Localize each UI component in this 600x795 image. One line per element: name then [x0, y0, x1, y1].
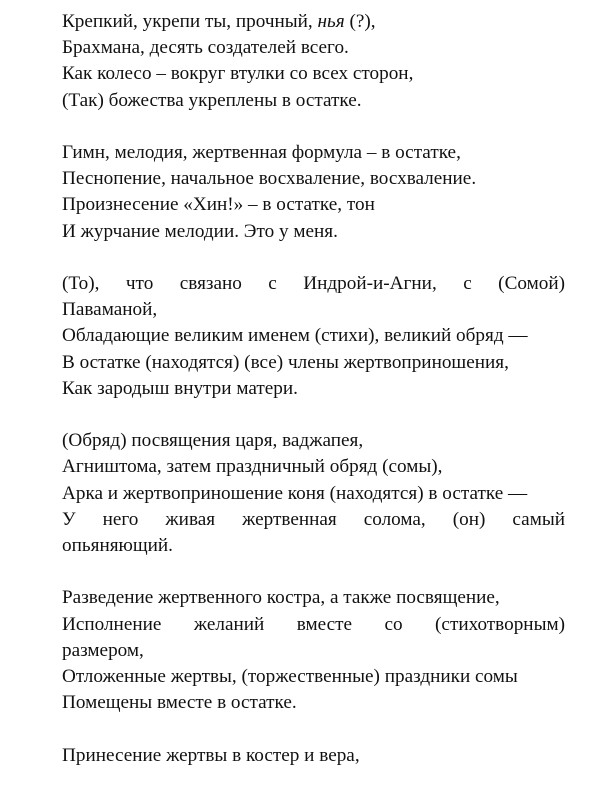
stanza-1 — [62, 9, 565, 114]
stanza-4-line-4: У него живая жертвенная солома, (он) самый — [62, 508, 565, 530]
stanza-1-line-4: (Так) божества укреплены в остатке. — [62, 89, 362, 111]
stanza-4-line-5: опьяняющий. — [62, 535, 173, 557]
stanza-3-line-2: Паваманой, — [62, 299, 158, 321]
stanza-3-line-3: Обладающие великим именем (стихи), великий обряд — — [62, 325, 528, 347]
stanza-4-line-2: Агништома, затем праздничный обряд (сомы), — [62, 456, 443, 478]
stanza-3 — [62, 271, 565, 402]
italic-word: нья — [317, 11, 345, 32]
document-page — [62, 9, 565, 795]
stanza-2-line-3: Произнесение «Хин!» – в остатке, тон — [62, 194, 375, 216]
stanza-5-line-4: Отложенные жертвы, (торжественные) праздники сомы — [62, 666, 518, 688]
stanza-3-line-1: (То), что связано с Индрой-и-Агни, с (Сомой) — [62, 273, 565, 294]
stanza-3-line-5: Как зародыш внутри матери. — [62, 377, 298, 399]
stanza-6 — [62, 743, 565, 769]
stanza-5-line-1: Разведение жертвенного костра, а также посвящение, — [62, 587, 500, 609]
stanza-5-line-5: Помещены вместе в остатке. — [62, 692, 297, 714]
stanza-4-line-3: Арка и жертвоприношение коня (находятся) в остатке — — [62, 482, 528, 504]
stanza-3-line-4: В остатке (находятся) (все) члены жертвоприношения, — [62, 351, 509, 373]
stanza-5-line-2: Исполнение желаний вместе со (стихотворным) — [62, 613, 565, 635]
stanza-4-line-1: (Обряд) посвящения царя, ваджапея, — [62, 430, 364, 452]
stanza-5 — [62, 585, 565, 716]
stanza-2-line-2: Песнопение, начальное восхваление, восхваление. — [62, 168, 477, 190]
stanza-2 — [62, 140, 565, 245]
stanza-4 — [62, 428, 565, 559]
stanza-5-line-3: размером, — [62, 639, 144, 661]
stanza-6-line-1: Принесение жертвы в костер и вера, — [62, 744, 360, 766]
stanza-2-line-4: И журчание мелодии. Это у меня. — [62, 220, 338, 242]
stanza-2-line-1: Гимн, мелодия, жертвенная формула – в остатке, — [62, 142, 461, 163]
stanza-1-line-1: Крепкий, укрепи ты, прочный, нья (?), — [62, 11, 376, 32]
stanza-1-line-2: Брахмана, десять создателей всего. — [62, 37, 349, 59]
stanza-1-line-3: Как колесо – вокруг втулки со всех сторон, — [62, 63, 414, 85]
